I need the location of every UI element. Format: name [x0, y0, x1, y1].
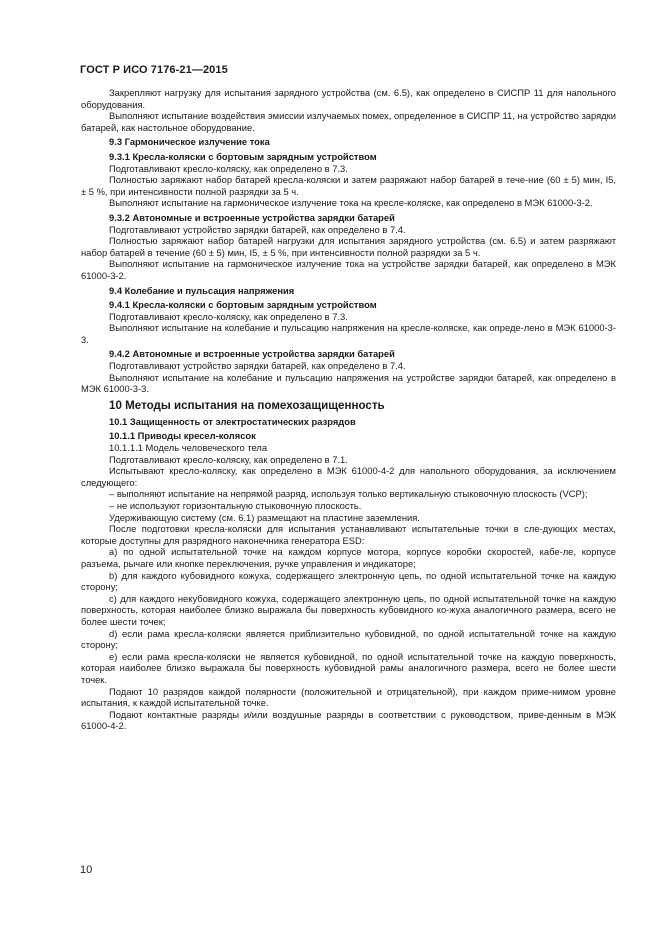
paragraph: Выполняют испытание воздействия эмиссии излучаемых помех, определенное в СИСПР 11, на устройство зарядки батарей, как настольное оборудование. — [81, 110, 616, 133]
paragraph: Подают 10 разрядов каждой полярности (положительной и отрицательной), при каждом приме-нимом уровне испытания, к каждой испытательной точке. — [81, 685, 616, 709]
paragraph: Подготавливают устройство зарядки батарей, как определено в 7.4. — [109, 223, 406, 235]
paragraph: – выполняют испытание на непрямой разряд, используя только вертикальную стыковочную плоскость (VCP); — [109, 488, 588, 500]
paragraph: Полностью заряжают набор батарей нагрузки для испытания зарядного устройства (см. 6.5) и затем разряжают набор батарей в течение (60 ± 5) мин, I5, ± 5 %, при интенсивности полной разрядки за 5 ч. — [81, 235, 616, 258]
paragraph: Подготавливают кресло-коляску, как определено в 7.3. — [109, 162, 348, 174]
paragraph: Выполняют испытание на колебание и пульсацию напряжения на устройстве зарядки батарей, как определено в МЭК 61000-3-3. — [81, 371, 616, 395]
section-heading: 9.4.1 Кресла-коляски с бортовым зарядным устройством — [109, 299, 377, 311]
paragraph: Закрепляют нагрузку для испытания зарядного устройства (см. 6.5), как определено в СИСПР 11 для напольного оборудования. — [81, 87, 616, 110]
paragraph: Подготавливают кресло-коляску, как определено в 7.3. — [109, 310, 348, 322]
paragraph: После подготовки кресла-коляски для испытания устанавливают испытательные точки в сле-дующих местах, которые доступны для разрядного наконечника генератора ESD: — [81, 523, 616, 546]
document-body — [81, 87, 616, 732]
section-heading: 9.4.2 Автономные и встроенные устройства зарядки батарей — [109, 348, 395, 360]
paragraph: Выполняют испытание на гармоническое излучение тока на кресле-коляске, как определено в МЭК 61000-3-2. — [109, 197, 593, 209]
paragraph: – не используют горизонтальную стыковочную плоскость. — [109, 500, 362, 511]
section-heading: 9.3.1 Кресла-коляски с бортовым зарядным устройством — [109, 150, 377, 162]
paragraph: 10.1.1.1 Модель человеческого тела — [109, 442, 268, 454]
section-heading: 10.1.1 Приводы кресел-колясок — [109, 430, 256, 442]
section-heading: 10.1 Защищенность от электростатических разрядов — [109, 415, 356, 427]
paragraph: Удерживающую систему (см. 6.1) размещают на пластине заземления. — [109, 511, 420, 523]
paragraph: с) для каждого некубовидного кожуха, содержащего электронную цепь, по одной испытательной точке на каждую поверхность, которая наиболее близко выражала бы поверхность кубовидного ко-жуха аналогичного размера, всего не более шести точек; — [81, 592, 616, 627]
paragraph: b) для каждого кубовидного кожуха, содержащего электронную цепь, по одной испытательной точке на каждую сторону; — [81, 569, 616, 593]
paragraph: Выполняют испытание на гармоническое излучение тока на устройстве зарядки батарей, как определено в МЭК 61000-3-2. — [81, 258, 616, 281]
paragraph: Выполняют испытание на колебание и пульсацию напряжения на кресле-коляске, как опреде-лено в МЭК 61000-3-3. — [81, 322, 616, 345]
paragraph: d) если рама кресла-коляски является приблизительно кубовидной, по одной испытательной точке на каждую сторону; — [81, 627, 616, 651]
chapter-heading: 10 Методы испытания на помехозащищенность — [109, 398, 385, 412]
page-header: ГОСТ Р ИСО 7176-21—2015 — [80, 64, 228, 76]
section-heading: 9.3 Гармоническое излучение тока — [109, 136, 270, 148]
paragraph: Подготавливают кресло-коляску, как определено в 7.1. — [109, 453, 348, 465]
paragraph: а) по одной испытательной точке на каждом корпусе мотора, корпусе коробки скоростей, кабе-ле, корпусе разъема, рычаге или кнопке переключения, ручке управления и индикаторе; — [81, 546, 616, 569]
paragraph: Подают контактные разряды и/или воздушные разряды в соответствии с руководством, приве-денным в МЭК 61000-4-2. — [81, 708, 616, 732]
page-number: 10 — [80, 864, 93, 876]
paragraph: Испытывают кресло-коляску, как определено в МЭК 61000-4-2 для напольного оборудования, за исключением следующего: — [81, 465, 616, 488]
section-heading: 9.4 Колебание и пульсация напряжения — [109, 284, 295, 296]
paragraph: е) если рама кресла-коляски не является кубовидной, по одной испытательной точке на каждую поверхность, которая наиболее близко выражала бы поверхность кубовидной рамы аналогичного размера, всего не более шести точек. — [81, 650, 616, 685]
paragraph: Подготавливают устройство зарядки батарей, как определено в 7.4. — [109, 360, 406, 372]
section-heading: 9.3.2 Автономные и встроенные устройства зарядки батарей — [109, 211, 395, 223]
paragraph: Полностью заряжают набор батарей кресла-коляски и затем разряжают набор батарей в тече-ние (60 ± 5) мин, I5, ± 5 %, при интенсивности полной разрядки за 5 ч. — [81, 174, 616, 197]
